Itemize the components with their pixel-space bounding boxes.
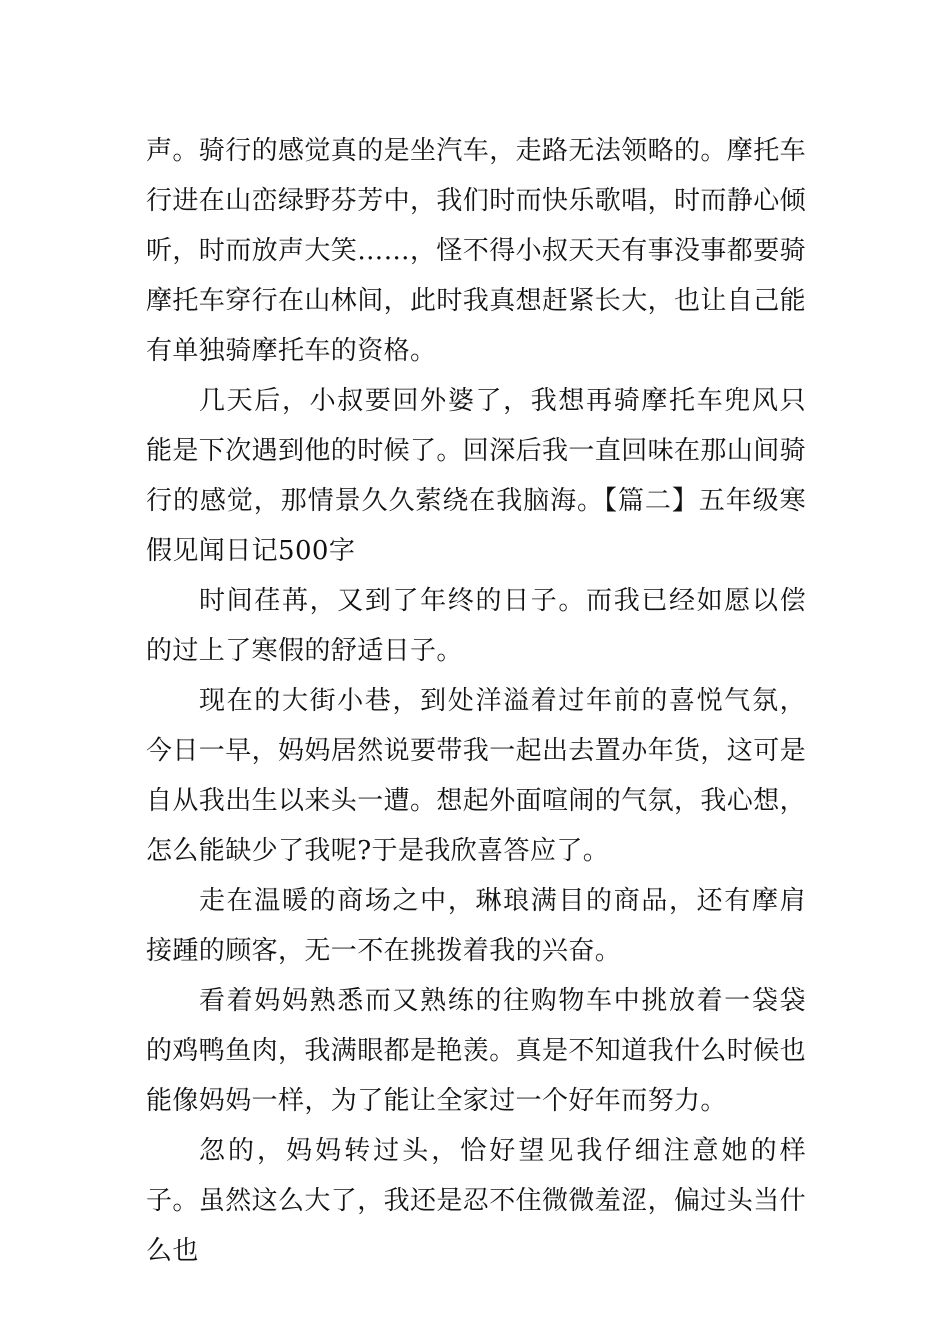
paragraph-5: 走在温暖的商场之中，琳琅满目的商品，还有摩肩接踵的顾客，无一不在挑拨着我的兴奋。 bbox=[146, 886, 806, 966]
paragraph-2: 几天后，小叔要回外婆了，我想再骑摩托车兜风只能是下次遇到他的时候了。回深后我一直回味在那山间骑行的感觉，那情景久久萦绕在我脑海。【篇二】五年级寒假见闻日记500字 bbox=[146, 386, 807, 566]
paragraph-1: 声。骑行的感觉真的是坐汽车，走路无法领略的。摩托车行进在山峦绿野芬芳中，我们时而快乐歌唱，时而静心倾听，时而放声大笑……，怪不得小叔天天有事没事都要骑摩托车穿行在山林间，此时我真想赶紧长大，也让自己能有单独骑摩托车的资格。 bbox=[146, 136, 807, 366]
paragraph-7: 忽的，妈妈转过头，恰好望见我仔细注意她的样子。虽然这么大了，我还是忍不住微微羞涩，偏过头当什么也 bbox=[146, 1136, 807, 1266]
paragraph-6: 看着妈妈熟悉而又熟练的往购物车中挑放着一袋袋的鸡鸭鱼肉，我满眼都是艳羡。真是不知道我什么时候也能像妈妈一样，为了能让全家过一个好年而努力。 bbox=[146, 986, 807, 1116]
paragraph-4: 现在的大街小巷，到处洋溢着过年前的喜悦气氛，今日一早，妈妈居然说要带我一起出去置办年货，这可是自从我出生以来头一遭。想起外面喧闹的气氛，我心想，怎么能缺少了我呢?于是我欣喜答应了。 bbox=[146, 686, 807, 866]
paragraph-3: 时间荏苒，又到了年终的日子。而我已经如愿以偿的过上了寒假的舒适日子。 bbox=[146, 586, 806, 666]
document-body bbox=[146, 126, 806, 1276]
